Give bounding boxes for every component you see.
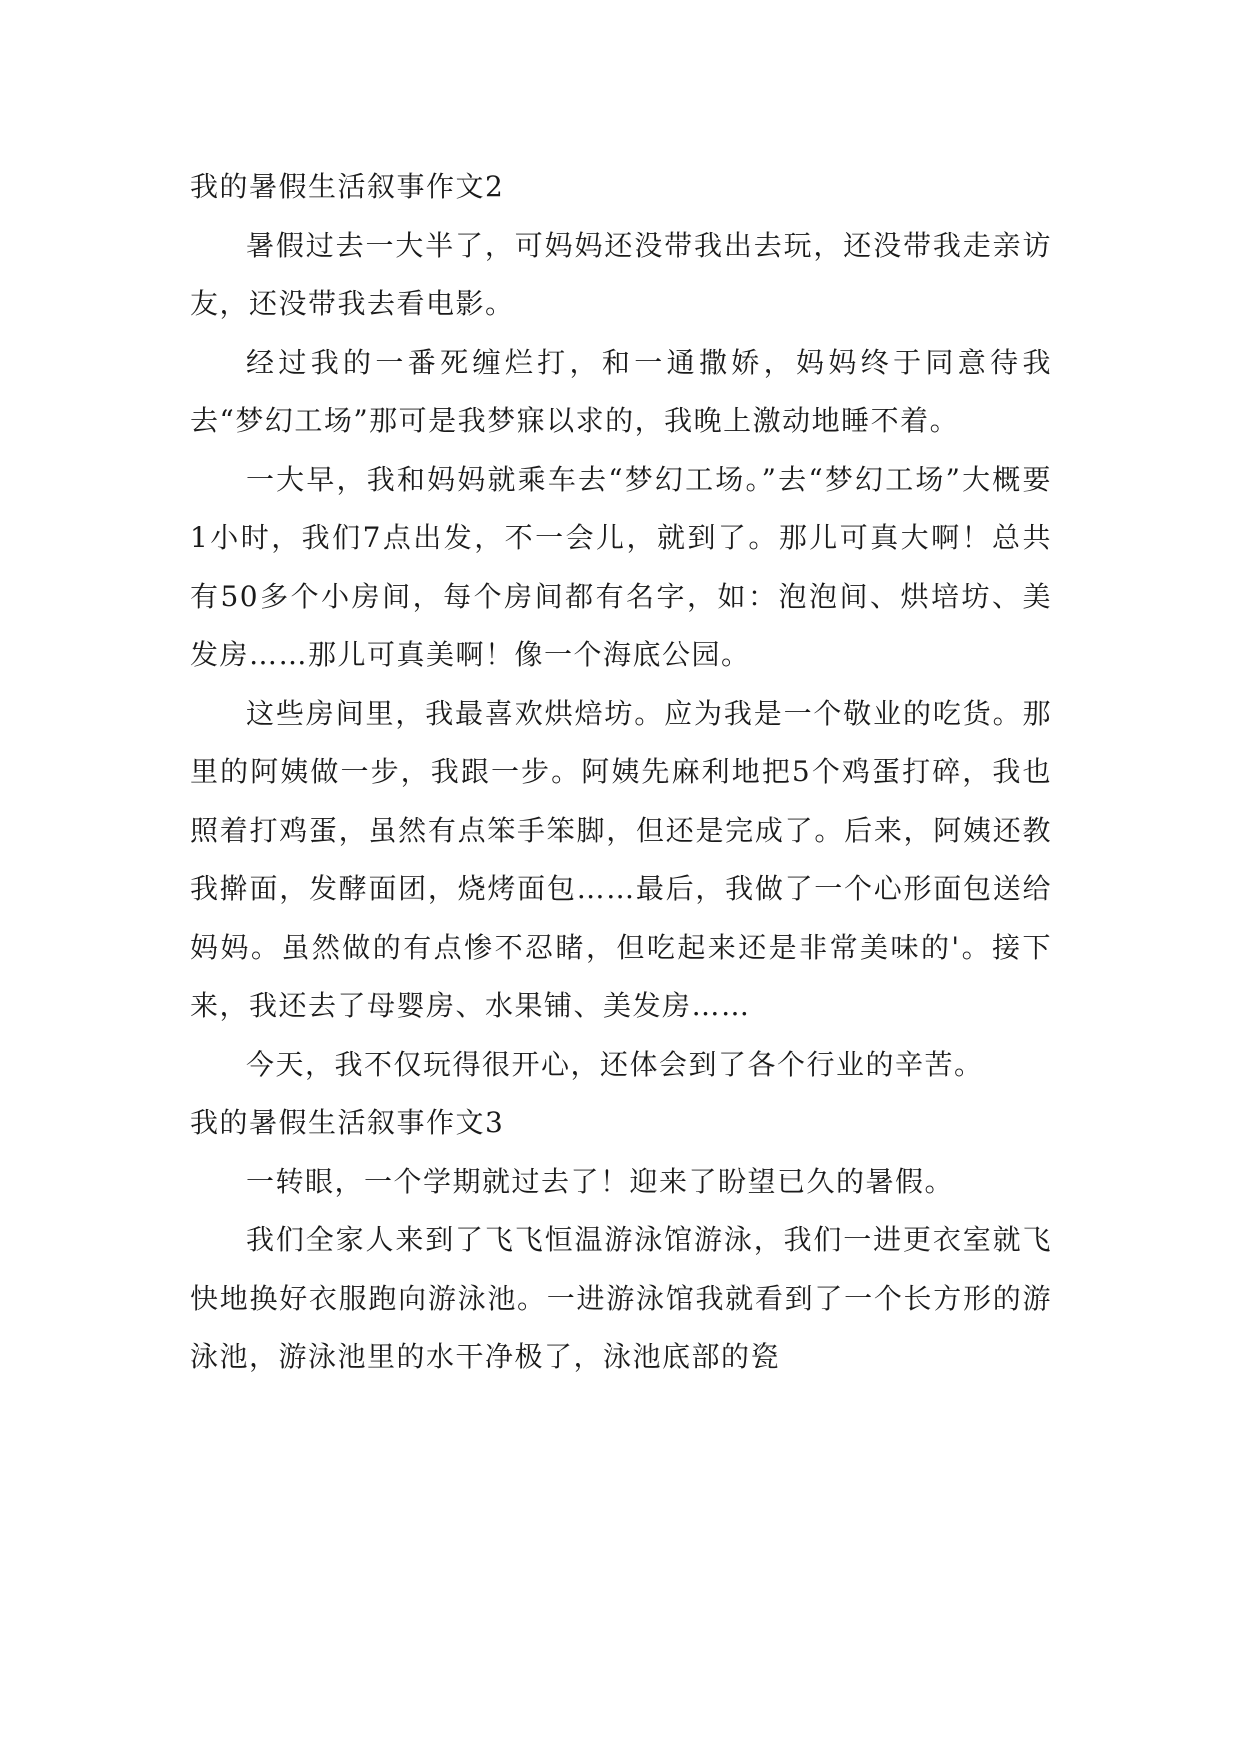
paragraph: 今天，我不仅玩得很开心，还体会到了各个行业的辛苦。: [246, 1047, 984, 1081]
document-body: [190, 158, 1052, 1387]
paragraph: 一转眼，一个学期就过去了！迎来了盼望已久的暑假。: [246, 1164, 955, 1198]
paragraph: 一大早，我和妈妈就乘车去“梦幻工场。”去“梦幻工场”大概要1小时，我们7点出发，不一会儿，就到了。那儿可真大啊！总共有50多个小房间，每个房间都有名字，如：泡泡间、烘培坊、美发房……那儿可真美啊！像一个海底公园。: [190, 462, 1052, 671]
paragraph: 暑假过去一大半了，可妈妈还没带我出去玩，还没带我走亲访友，还没带我去看电影。: [190, 228, 1052, 320]
section-heading: 我的暑假生活叙事作文2: [190, 170, 505, 203]
paragraph: 我们全家人来到了飞飞恒温游泳馆游泳，我们一进更衣室就飞快地换好衣服跑向游泳池。一进游泳馆我就看到了一个长方形的游泳池，游泳池里的水干净极了，泳池底部的瓷: [190, 1223, 1052, 1373]
section-heading: 我的暑假生活叙事作文3: [190, 1106, 505, 1139]
paragraph: 这些房间里，我最喜欢烘焙坊。应为我是一个敬业的吃货。那里的阿姨做一步，我跟一步。阿姨先麻利地把5个鸡蛋打碎，我也照着打鸡蛋，虽然有点笨手笨脚，但还是完成了。后来，阿姨还教我擀面，发酵面团，烧烤面包……最后，我做了一个心形面包送给妈妈。虽然做的有点惨不忍睹，但吃起来还是非常美味的'。接下来，我还去了母婴房、水果铺、美发房……: [190, 696, 1052, 1022]
paragraph: 经过我的一番死缠烂打，和一通撒娇，妈妈终于同意待我去“梦幻工场”那可是我梦寐以求的，我晚上激动地睡不着。: [190, 345, 1052, 437]
